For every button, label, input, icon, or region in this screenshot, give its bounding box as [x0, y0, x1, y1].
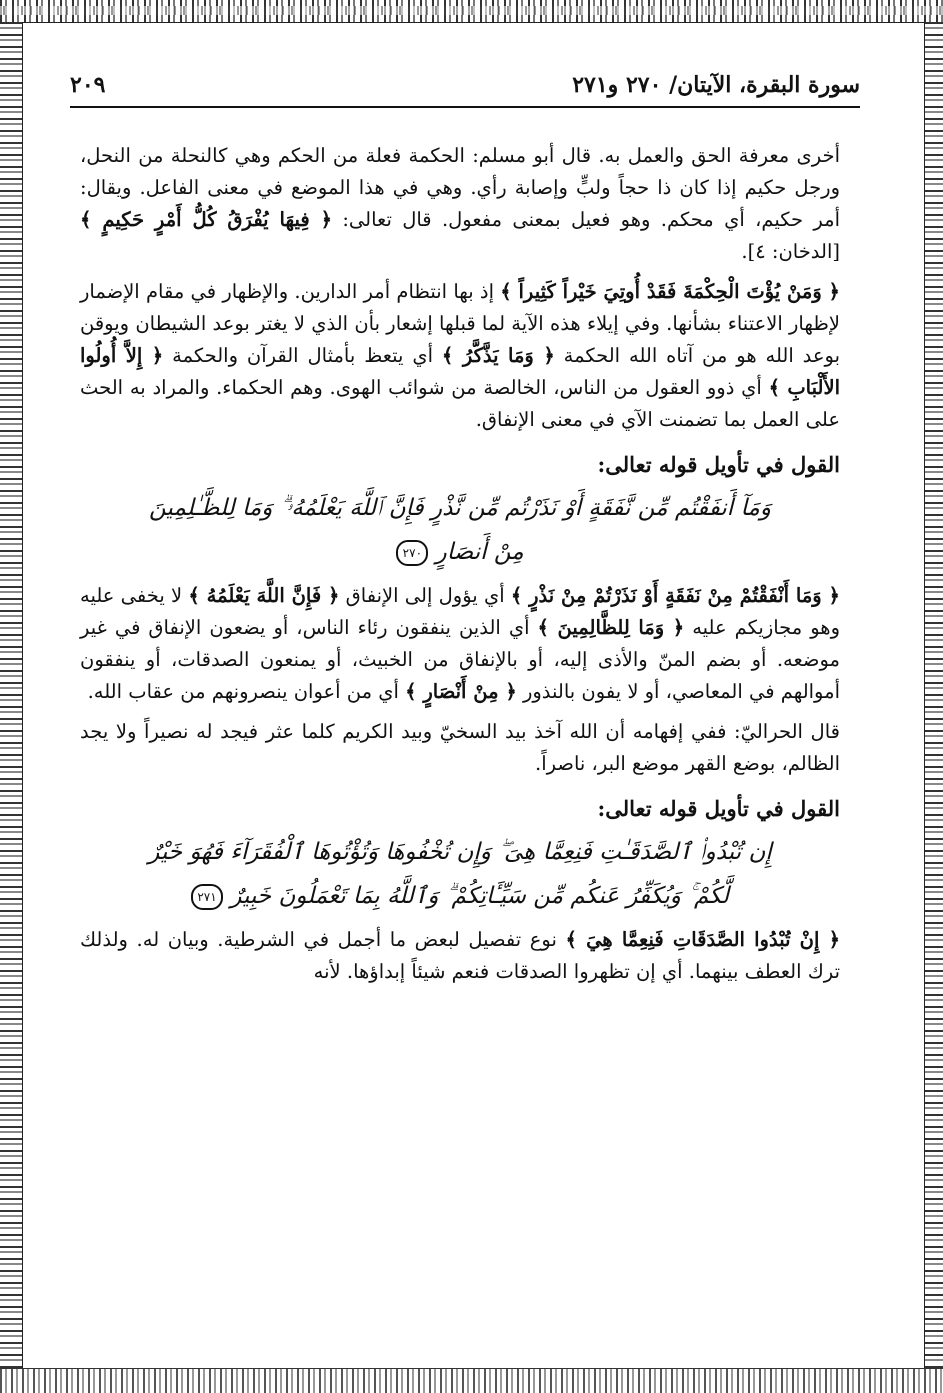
paragraph-text: لا يخفى عليه وهو مجازيكم عليه [80, 584, 840, 639]
quran-quote: ﴿ إِنْ تُبْدُوا الصَّدَقَاتِ فَنِعِمَّا هِيَ ﴾ [565, 928, 841, 951]
verse-line-text: مِنْ أَنصَارٍ [435, 539, 524, 565]
page-body [80, 140, 840, 988]
paragraph-text: أي يؤول إلى الإنفاق [345, 584, 505, 607]
quran-quote: ﴿ وَمَا لِلظَّالِمِينَ ﴾ [537, 616, 685, 639]
decorative-border-left [0, 22, 23, 1369]
verse-line-text: لَّكُمْ ۚ وَيُكَفِّرُ عَنكُم مِّن سَيِّـَٔاتِكُمْ ۗ وَٱللَّهُ بِمَا تَعْمَلُونَ خَبِيرٌ [230, 883, 729, 909]
paragraph-5 [80, 924, 840, 988]
paragraph-4: قال الحراليّ: ففي إفهامه أن الله آخذ بيد السخيّ وبيد الكريم كلما عثر فيجد له نصيراً ولا يجد الظالم، بوضع القهر موضع البر، ناصراً. [80, 720, 840, 775]
paragraph-text: نوع تفصيل لبعض ما أجمل في الشرطية. وبيان له. ولذلك ترك العطف بينهما. أي إن تظهروا الصدقات فنعم شيئاً إبداؤها. لأنه [80, 928, 840, 983]
quran-quote: ﴿ وَمَنْ يُؤْتَ الْحِكْمَةَ فَقَدْ أُوتِيَ خَيْراً كَثِيراً ﴾ [500, 280, 840, 303]
decorative-border-right [924, 22, 943, 1369]
verse-line [80, 530, 840, 574]
paragraph-text: أخرى معرفة الحق والعمل به. قال أبو مسلم: الحكمة فعلة من الحكم وهي كالنحلة من النحل، ورجل حكيم إذا كان ذا حجاً ولبٍّ وإصابة رأي. وهي في هذا الموضع في معنى الفاعل. ويقال: أمر حكيم، أي محكم. وهو فعيل بمعنى مفعول. قال تعالى: [80, 144, 840, 231]
ayah-number-marker: ٢٧٠ [396, 540, 428, 566]
section-heading: القول في تأويل قوله تعالى: [597, 796, 840, 821]
decorative-border-top [0, 0, 943, 23]
paragraph-2 [80, 276, 840, 436]
running-head: سورة البقرة، الآيتان/ ٢٧٠ و٢٧١ [572, 72, 860, 98]
paragraph-text: إذ بها انتظام أمر الدارين. والإظهار في مقام الإضمار لإظهار الاعتناء بشأنها. وفي إيلاء هذه الآية لما قبلها إشعار بأن الذي لا يغتر بوعد الشيطان ويوقن بوعد الله هو من آتاه الله الحكمة [80, 280, 841, 367]
quran-quote: ﴿ فَإِنَّ اللَّهَ يَعْلَمُهُ ﴾ [188, 584, 340, 607]
verse-line: وَمَآ أَنفَقْتُم مِّن نَّفَقَةٍ أَوْ نَذَرْتُم مِّن نَّذْرٍ فَإِنَّ ٱللَّهَ يَعْلَمُهُۥ ۗ وَمَا لِلظَّـٰلِمِينَ [149, 495, 771, 521]
paragraph-text: أي يتعظ بأمثال القرآن والحكمة [172, 344, 434, 367]
paragraph-text: أي الذين ينفقون رئاء الناس، أو يضعون الإنفاق في غير موضعه. أو بضم المنّ والأذى إليه، أو بالإنفاق من الخبيث، أو يمنعون الصدقات، أو ينفقون أموالهم في المعاصي، أو لا يفون بالنذور [80, 616, 840, 703]
paragraph-1 [80, 140, 840, 268]
decorative-border-bottom [0, 1368, 943, 1393]
quran-quote: ﴿ وَمَا أَنْفَقْتُمْ مِنْ نَفَقَةٍ أَوْ نَذَرْتُمْ مِنْ نَذْرٍ ﴾ [510, 584, 840, 607]
verse-line: إِن تُبْدُوا۟ ٱلصَّدَقَـٰتِ فَنِعِمَّا هِىَ ۖ وَإِن تُخْفُوهَا وَتُؤْتُوهَا ٱلْفُقَرَآءَ فَهُوَ خَيْرٌ [148, 839, 772, 865]
paragraph-text: أي من أعوان ينصرونهم من عقاب الله. [87, 680, 399, 703]
ayah-number-marker: ٢٧١ [191, 884, 223, 910]
page-header [70, 72, 860, 108]
paragraph-text: أي ذوو العقول من الناس، الخالصة من شوائب الهوى. وهم الحكماء. والمراد به الحث على العمل بما تضمنت الآي في معنى الإنفاق. [80, 376, 840, 431]
paragraph-3 [80, 580, 840, 708]
verse-block-270 [80, 486, 840, 574]
citation: [الدخان: ٤]. [741, 240, 840, 263]
section-heading: القول في تأويل قوله تعالى: [597, 452, 840, 477]
verse-line [80, 874, 840, 918]
quran-quote: ﴿ وَمَا يَذَّكَّرُ ﴾ [441, 344, 555, 367]
quran-quote: ﴿ إِلاَّ أُولُوا الأَلْبَابِ ﴾ [80, 344, 840, 399]
quran-quote: ﴿ مِنْ أَنْصَارٍ ﴾ [405, 680, 517, 703]
verse-block-271 [80, 830, 840, 918]
quran-quote: ﴿ فِيهَا يُفْرَقُ كُلُّ أَمْرٍ حَكِيمٍ ﴾ [80, 208, 332, 231]
page-number: ٢٠٩ [70, 72, 106, 98]
